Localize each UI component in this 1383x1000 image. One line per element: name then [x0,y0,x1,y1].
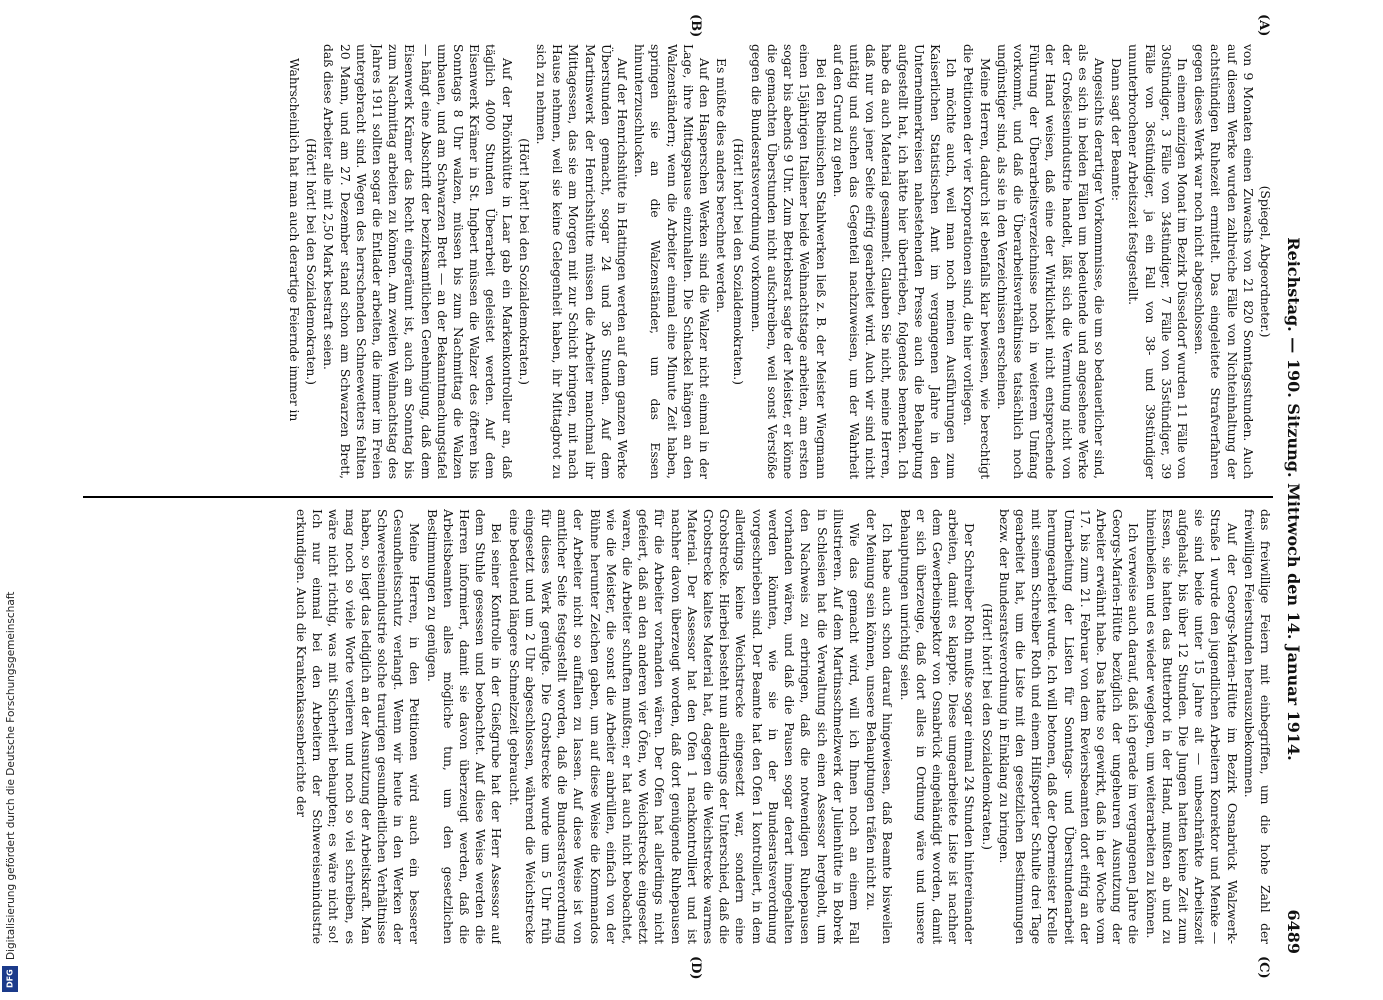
paragraph: Wie das gemacht wird, will ich Ihnen noch an einem Fall illustrieren. Auf dem Martinsschmelzwerk der Julienhütte in Bobrek in Schlesien hat die Verwaltung sich einen Assessor hergeholt, um den Nachweis zu erbringen, daß die notwendigen Ruhepausen vorhanden wären, und daß die Pausen sogar derart innegehalten werden könnten, wie sie in der Bundesratsverordnung vorgeschrieben sind. Der Beamte hat den Ofen 1 kontrolliert, in dem allerdings keine Weichstrecke eingesetzt war, sondern eine Grobstrecke. Hierbei besteht nun allerdings der Unterschied, daß die Grobstrecke kaltes Material hat, dagegen die Weichstrecke warmes Material. Der Assessor hat den Ofen 1 nachkontrolliert und ist nachher davon überzeugt worden, daß dort genügende Ruhepausen für die Arbeiter vorhanden wären. Der Ofen hat allerdings nicht gefeiert, daß an den anderen vier Öfen, wo Weichstrecke eingesetzt waren, die Arbeiter schuften mußten; er hat auch nicht beobachtet, wie die Meister, die sonst die Arbeiter anbrüllen, einfach von der Bühne herunter Zeichen gaben, um auf diese Weise die Kommandos der Arbeiter nicht so auffallen zu lassen. Auf diese Weise ist von amtlicher Seite festgestellt worden, daß die Bundesratsverordnung für dieses Werk genügte. Die Grobstrecke wurde um 5 Uhr früh eingesetzt und um 2 Uhr abgeschlossen, während die Weichstrecke eine bedeutend längere Schmelzzeit gebraucht. [506,509,862,944]
paragraph: Bei den Rheinischen Stahlwerken ließ z. B. der Meister Wiegmann einen 15jährigen Italiener beide Weihnachtstage arbeiten, am ersten sogar bis abends 9 Uhr. Zum Betriebsrat sagte der Meister, er könne die gemachten Überstunden nicht aufschreiben, weil sonst Verstöße gegen die Bundesratsverordnung vorkommen. [748,44,829,479]
paragraph: In einem einzigen Monat im Bezirk Düsseldorf wurden 11 Fälle von 30stündiger, 3 Fälle von 34stündiger, 7 Fälle von 35stündiger, 39 Fälle von 36stündiger, ja ein Fall von 38- und 39stündiger ununterbrochener Arbeitszeit festgestellt. [1126,44,1190,479]
interjection: (Hört! hört! bei den Sozialdemokraten.) [516,138,532,385]
scanned-page [58,14,1303,980]
paragraph: Auf der Henrichshütte in Hattingen werden auf dem ganzen Werke Überstunden gemacht, sogar 24 und 36 Stunden. Auf dem Martinswerk der Henrichshütte müssen die Arbeiter manchmal ihr Mittagessen, das sie am Morgen mit zur Schicht bringen, mit nach Hause nehmen, weil sie keine Gelegenheit haben, ihr Mittagbrot zu sich zu nehmen. [534,44,631,479]
paragraph: Ich habe auch schon darauf hingewiesen, daß Beamte bisweilen der Meinung sein können, unsere Behauptungen träfen nicht zu. [864,509,896,944]
interjection: (Hört! hört! bei den Sozialdemokraten.) [304,138,320,385]
speaker-line: (Spiegel, Abgeordneter.) [1258,185,1273,338]
page-number: 6489 [1284,909,1303,954]
paragraph: das freiwillige Feiern mit einbegriffen, um die hohe Zahl der freiwilligen Feierstunden herauszubekommen. [1241,509,1273,944]
paragraph: von 9 Monaten einen Zuwachs von 21 820 Sonntagsstunden. Auch auf diesem Werke wurden zahlreiche Fälle von Nichteinhaltung der achtstündigen Ruhezeit ermittelt. Das eingeleitete Strafverfahren gegen dieses Werk war noch nicht abgeschlossen. [1192,44,1256,479]
paragraph: Ich verweise auch darauf, daß ich gerade im vergangenen Jahre die Georgs-Marien-Hütte bezüglich der ungeheuren Ausnutzung der Arbeiter erwähnt habe. Das hatte so gewirkt, daß in der Woche vom 17. bis zum 21. Februar von dem Reviersbeamten dort eifrig an der Umarbeitung der Listen für Sonntags- und Überstundenarbeit herumgearbeitet wurde. Ich will betonen, daß der Obermeister Krelle mit seinem Schreiber Roth und einem Hilfsportier Schulte drei Tage gearbeitet hat, um die Liste mit den gesetzlichen Bestimmungen bezw. der Bundesratsverordnung in Einklang zu bringen. [996,509,1142,944]
dfg-logo: DFG [2,966,18,992]
margin-mark-d: (D) [688,956,703,980]
paragraph: Wahrscheinlich hat man auch derartige Feiernde immer in [287,58,303,422]
paragraph: Ich möchte auch, weil man noch meinen Ausführungen zum Kaiserlichen Statistischen Amt im vergangenen Jahre in den Unternehmerkreisen nahestehenden Presse auch die Behauptung aufgestellt hat, ich hätte hier übertrieben, folgendes bemerken. Ich habe da auch Material gesammelt. Glauben Sie nicht, meine Herren, daß nur von jener Seite eifrig gearbeitet wird. Auch wir sind nicht untätig und suchen das Gegenteil nachzuweisen, um der Wahrheit auf den Grund zu gehen. [830,44,960,479]
paragraph: Der Schreiber Roth mußte sogar einmal 24 Stunden hintereinander arbeiten, damit es klappte. Diese umgearbeitete Liste ist nachher dem Gewerbeinspektor von Osnabrück eingehändigt worden, damit er sich überzeuge, daß dort alles in Ordnung wäre und unsere Behauptungen unrichtig seien. [897,509,978,944]
running-title: Reichstag. — 190. Sitzung. Mittwoch den 14. Januar 1914. [1284,237,1303,761]
digitization-credit-strip [0,0,22,1000]
quoted-paragraph: Angesichts derartiger Vorkommnisse, die um so bedauerlicher sind, als es sich in beiden Fällen um bedeutende und angesehene Werke der Großeisenindustrie handelt, läßt sich die Vermutung nicht von der Hand weisen, daß eine der Wirklichkeit nicht entsprechende Führung der Überarbeitsverzeichnisse noch in weiterem Umfang vorkommt, und daß die Überarbeitsverhältnisse tatsächlich noch ungünstiger sind, als sie in den Verzeichnissen erscheinen. [994,44,1107,479]
paragraph: Dann sagt der Beamte: [1109,58,1125,201]
paragraph: Bei seiner Kontrolle in der Gießgrube hat der Herr Assessor auf dem Stuhle gesessen und beobachtet. Auf diese Weise werden die Herren informiert, damit sie davon überzeugt werden, daß die Arbeitsbeamten alles mögliche tun, um den gesetzlichen Bestimmungen zu genügen. [424,509,505,944]
margin-mark-c: (C) [1256,956,1271,979]
paragraph: Meine Herren, dadurch ist ebenfalls klar bewiesen, wie berechtigt die Petitionen der vier Korporationen sind, die hier vorliegen. [961,44,993,479]
interjection: (Hört! hört! bei den Sozialdemokraten.) [979,603,995,850]
column-divider [83,496,1273,498]
digitization-credit: Digitalisierung gefördert durch die Deutsche Forschungsgemeinschaft [5,591,17,960]
paragraph: Meine Herren, in den Petitionen wird auch ein besserer Gesundheitsschutz verlangt. Wenn wir heute in den Werken der Schwereisenindustrie solche traurigen gesundheitlichen Verhältnisse haben, so liegt das lediglich an der Ausnutzung der Arbeitskraft. Man mag noch so viele Worte verlieren und noch so viel schreiben, es wäre nicht richtig, was mit Sicherheit behaupten; es wäre nicht so! Ich nur einmal bei den Arbeitern der Schwereisenindustrie erkundigen. Auch die Krankenkassenberichte der [294,509,423,944]
interjection: (Hört! hört! bei den Sozialdemokraten.) [731,138,747,385]
left-column [73,44,1273,479]
margin-mark-b: (B) [688,14,703,38]
paragraph: Es müßte dies anders berechnet werden. [714,58,730,313]
page-header [1279,44,1303,954]
margin-mark-a: (A) [1256,14,1271,37]
right-column [73,509,1273,944]
paragraph: Auf der Georgs-Marien-Hütte im Bezirk Osnabrück Walzwerk-Straße 1 wurde den jugendlichen Arbeitern Konrektor und Menke — sie sind beide unter 15 Jahre alt — unbeschränkte Arbeitszeit aufgehalst, bis über 12 Stunden. Die Jungen hatten keine Zeit zum Essen, sie hatten das Butterbrot in der Hand, mußten ab und zu hineinbeißen und es wieder weglegen, um weiterarbeiten zu können. [1143,509,1240,944]
paragraph: Auf den Hasperschen Werken sind die Walzer nicht einmal in der Lage, ihre Mittagspause einzuhalten. Die Schlackel hängen an den Walzenständern; wenn die Arbeiter einmal eine Minute Zeit haben, springen sie an die Walzenständer, um das Essen hinunterzuschlucken. [632,44,713,479]
paragraph: Auf der Phönixhütte in Laar gab ein Markenkontrolleur an, daß täglich 4000 Stunden Überarbeit geleistet werden. Auf dem Eisenwerk Krämer in St. Ingbert müssen die Walzer des öfteren bis Sonntags 8 Uhr walzen, müssen bis zum Nachmittag die Walzen umbauen, und am Schwarzen Brett — an der Bekanntmachungstafel — hängt eine Abschrift der bezirksamtlichen Genehmigung, daß dem Eisenwerk Krämer das Recht eingeräumt ist, auch am Sonntag bis zum Nachmittag arbeiten zu können. Am zweiten Weihnachtstag des Jahres 1911 sollten sogar die Entlader arbeiten, die immer im Freien untergebracht sind. Wegen des herrschenden Schneewetters fehlten 20 Mann, und am 27. Dezember stand schon am Schwarzen Brett, daß diese Arbeiter alle mit 2,50 Mark bestraft seien. [321,44,515,479]
